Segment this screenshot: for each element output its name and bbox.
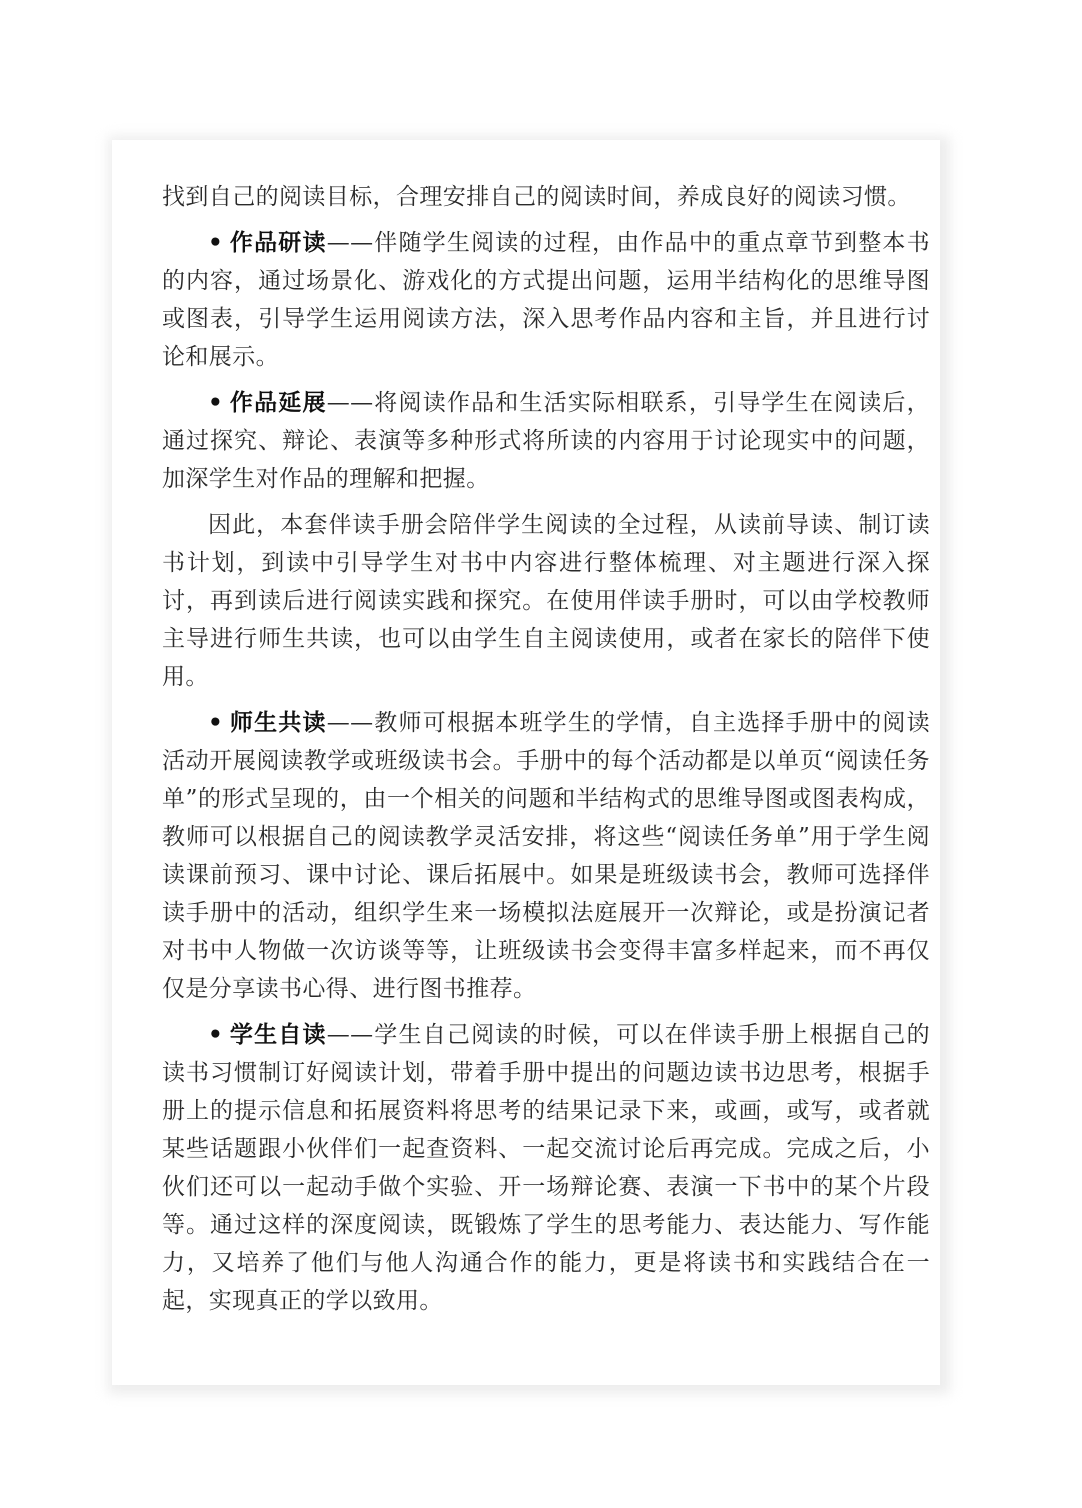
intro-paragraph: 找到自己的阅读目标，合理安排自己的阅读时间，养成良好的阅读习惯。 [162,184,911,210]
bullet-term: 作品延展 [229,390,327,416]
bullet-term: 作品研读 [229,230,327,256]
document-body [162,178,930,1328]
bullet-dot-icon: • [208,390,224,416]
bullet-text: ——学生自己阅读的时候，可以在伴读手册上根据自己的读书习惯制订好阅读计划，带着手册中提出的问题边读书边思考，根据手册上的提示信息和拓展资料将思考的结果记录下来，或画，或写，或者就某些话题跟小伙伴们一起查资料、一起交流讨论后再完成。完成之后，小伙们还可以一起动手做个实验、开一场辩论赛、表演一下书中的某个片段等。通过这样的深度阅读，既锻炼了学生的思考能力、表达能力、写作能力，又培养了他们与他人沟通合作的能力，更是将读书和实践结合在一起，实现真正的学以致用。 [162,1022,931,1314]
bullet-dot-icon: • [208,710,224,736]
bullet-dot-icon: • [208,230,224,256]
bullet-paragraph-self-reading [162,1016,930,1320]
bullet-text: ——教师可根据本班学生的学情，自主选择手册中的阅读活动开展阅读教学或班级读书会。手册中的每个活动都是以单页“阅读任务单”的形式呈现的，由一个相关的问题和半结构式的思维导图或图表构成，教师可以根据自己的阅读教学灵活安排，将这些“阅读任务单”用于学生阅读课前预习、课中讨论、课后拓展中。如果是班级读书会，教师可选择伴读手册中的活动，组织学生来一场模拟法庭展开一次辩论，或是扮演记者对书中人物做一次访谈等等，让班级读书会变得丰富多样起来，而不再仅仅是分享读书心得、进行图书推荐。 [162,710,931,1002]
bullet-text: ——将阅读作品和生活实际相联系，引导学生在阅读后，通过探究、辩论、表演等多种形式将所读的内容用于讨论现实中的问题，加深学生对作品的理解和把握。 [162,390,931,492]
bullet-paragraph-work-extension [162,384,930,498]
bullet-paragraph-work-study [162,224,930,376]
bullet-text: ——伴随学生阅读的过程，由作品中的重点章节到整本书的内容，通过场景化、游戏化的方式提出问题，运用半结构化的思维导图或图表，引导学生运用阅读方法，深入思考作品内容和主旨，并且进行讨论和展示。 [162,230,931,370]
bullet-dot-icon: • [208,1022,224,1048]
bullet-paragraph-teacher-student-reading [162,704,930,1008]
bullet-term: 师生共读 [229,710,327,736]
bullet-term: 学生自读 [229,1022,327,1048]
summary-paragraph: 因此，本套伴读手册会陪伴学生阅读的全过程，从读前导读、制订读书计划，到读中引导学生对书中内容进行整体梳理、对主题进行深入探讨，再到读后进行阅读实践和探究。在使用伴读手册时，可以由学校教师主导进行师生共读，也可以由学生自主阅读使用，或者在家长的陪伴下使用。 [162,512,930,690]
